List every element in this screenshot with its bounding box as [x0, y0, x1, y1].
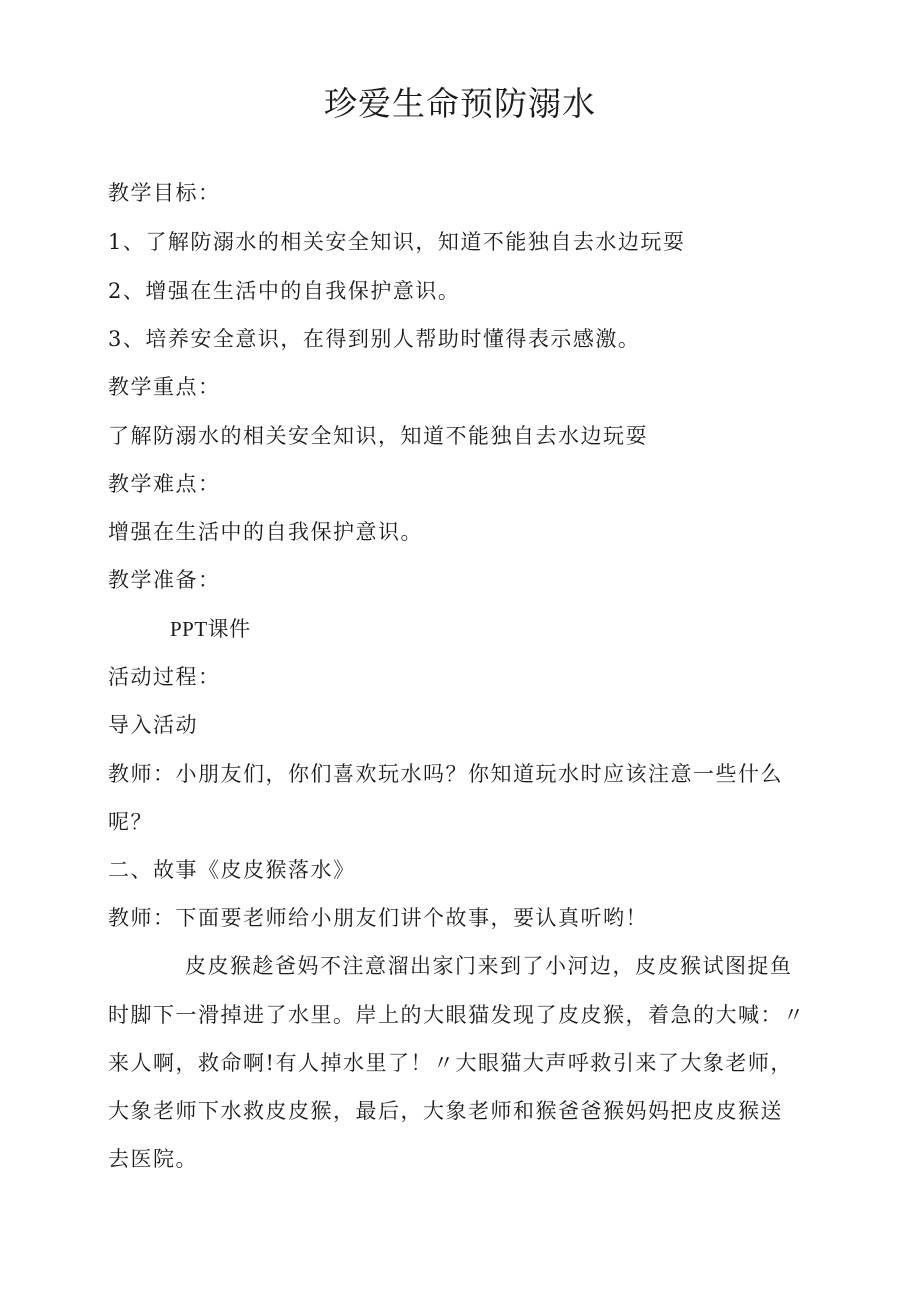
story-paragraph-line-4: 大象老师下水救皮皮猴，最后，大象老师和猴爸爸猴妈妈把皮皮猴送: [108, 1099, 783, 1123]
story-paragraph-line-1: 皮皮猴趁爸妈不注意溜出家门来到了小河边，皮皮猴试图捉鱼: [185, 954, 793, 978]
intro-teacher-line-2: 呢？: [108, 810, 153, 834]
story-paragraph-line-5: 去医院。: [108, 1147, 198, 1171]
intro-activity-heading: 导入活动: [108, 713, 198, 737]
intro-teacher-line-1: 教师：小朋友们，你们喜欢玩水吗？你知道玩水时应该注意一些什么: [108, 762, 783, 786]
story-paragraph-line-2: 时脚下一滑掉进了水里。岸上的大眼猫发现了皮皮猴，着急的大喊：〃: [108, 1003, 806, 1027]
key-points-heading: 教学重点：: [108, 375, 221, 399]
document-title: 珍爱生命预防溺水: [324, 84, 596, 123]
preparation-heading: 教学准备：: [108, 568, 221, 592]
difficulty-text: 增强在生活中的自我保护意识。: [108, 520, 423, 544]
goal-item-1: 1、了解防溺水的相关安全知识，知道不能独自去水边玩耍: [108, 230, 686, 254]
goal-item-2: 2、增强在生活中的自我保护意识。: [108, 279, 461, 303]
goal-item-3: 3、培养安全意识，在得到别人帮助时懂得表示感激。: [108, 327, 641, 351]
key-points-text: 了解防溺水的相关安全知识，知道不能独自去水边玩耍: [108, 424, 648, 448]
preparation-text: PPT课件: [170, 617, 251, 641]
story-heading: 二、故事《皮皮猴落水》: [108, 858, 356, 882]
process-heading: 活动过程：: [108, 665, 221, 689]
goals-heading: 教学目标：: [108, 181, 221, 205]
story-teacher-line: 教师：下面要老师给小朋友们讲个故事，要认真听哟！: [108, 906, 648, 930]
story-paragraph-line-3: 来人啊，救命啊!有人掉水里了！〃大眼猫大声呼救引来了大象老师，: [108, 1051, 793, 1075]
difficulty-heading: 教学难点：: [108, 472, 221, 496]
